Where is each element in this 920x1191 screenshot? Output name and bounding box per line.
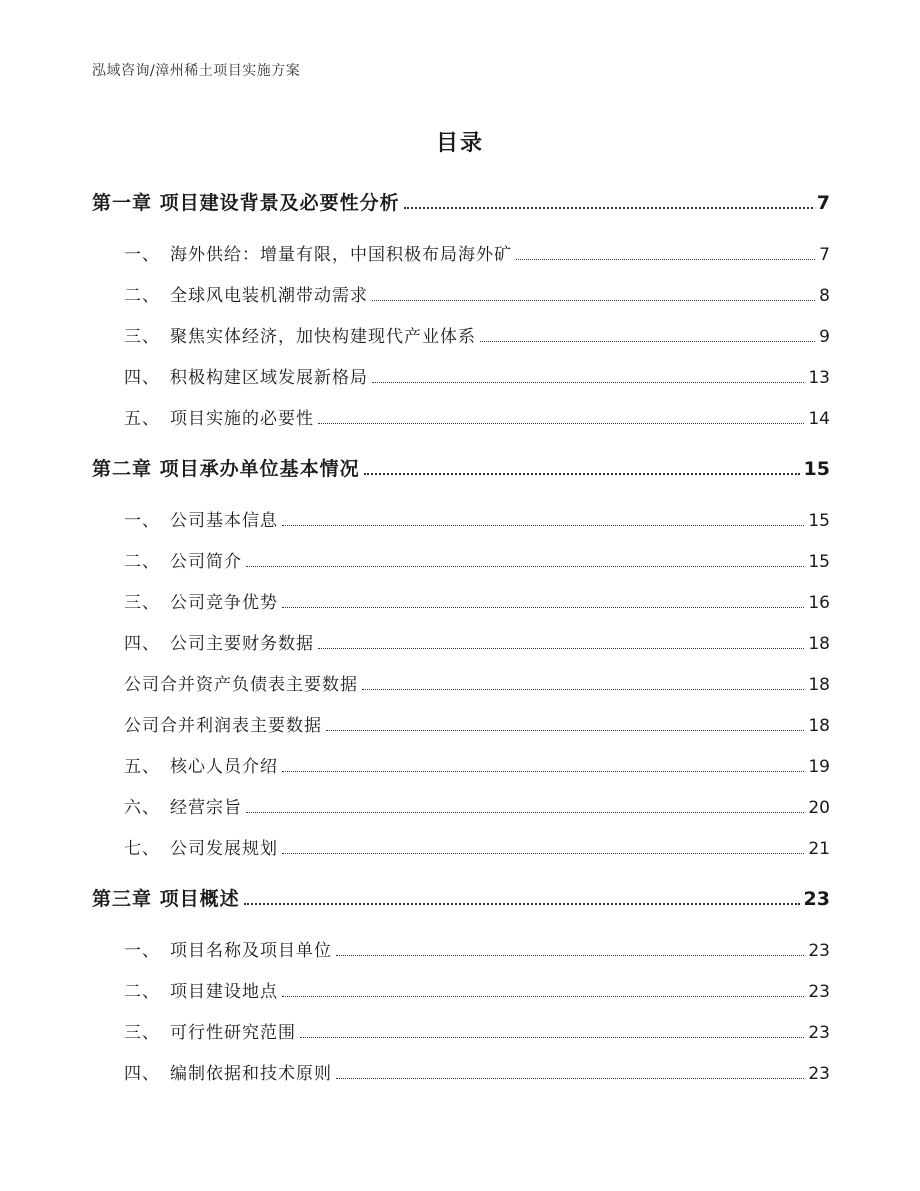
toc-page-number: 23 — [803, 888, 830, 910]
toc-section-number: 二、 — [124, 286, 160, 306]
toc-section-2-1[interactable] — [92, 506, 830, 531]
dot-leader — [282, 771, 804, 772]
toc-section-number: 五、 — [124, 409, 160, 429]
toc-section-label: 项目名称及项目单位 — [170, 941, 332, 961]
dot-leader — [336, 1078, 804, 1079]
toc-section-label: 公司基本信息 — [170, 511, 278, 531]
toc-section-number: 三、 — [124, 327, 160, 347]
toc-page-number: 18 — [808, 675, 830, 695]
toc-section-2-3[interactable] — [92, 588, 830, 613]
toc-section-number: 一、 — [124, 941, 160, 961]
dot-leader — [362, 689, 804, 690]
dot-leader — [516, 259, 815, 260]
toc-section-label: 全球风电装机潮带动需求 — [170, 286, 368, 306]
toc-title: 目录 — [435, 131, 484, 156]
toc-page-number: 21 — [808, 839, 830, 859]
toc-page-number: 9 — [819, 327, 830, 347]
toc-section-label: 经营宗旨 — [170, 798, 242, 818]
toc-section-number: 五、 — [124, 757, 160, 777]
toc-section-label: 积极构建区域发展新格局 — [170, 368, 368, 388]
toc-section-label: 项目实施的必要性 — [170, 409, 314, 429]
toc-section-number: 四、 — [124, 368, 160, 388]
dot-leader — [372, 300, 815, 301]
toc-page-number: 8 — [819, 286, 830, 306]
toc-page-number: 18 — [808, 634, 830, 654]
dot-leader — [480, 341, 815, 342]
toc-chapter-3[interactable] — [92, 884, 830, 911]
dot-leader — [318, 648, 804, 649]
toc-table-income-statement[interactable] — [92, 711, 830, 736]
toc-section-1-2[interactable] — [92, 281, 830, 306]
toc-section-number: 四、 — [124, 1064, 160, 1084]
dot-leader — [282, 525, 804, 526]
toc-section-number: 二、 — [124, 982, 160, 1002]
toc-page-number: 23 — [808, 982, 830, 1002]
toc-section-label: 公司合并资产负债表主要数据 — [124, 675, 358, 695]
toc-page-number: 19 — [808, 757, 830, 777]
toc-section-label: 项目建设地点 — [170, 982, 278, 1002]
toc-section-1-3[interactable] — [92, 322, 830, 347]
toc-page-number: 16 — [808, 593, 830, 613]
toc-section-label: 编制依据和技术原则 — [170, 1064, 332, 1084]
toc-page-number: 15 — [808, 511, 830, 531]
toc-page-number: 7 — [816, 192, 830, 214]
dot-leader — [372, 382, 804, 383]
dot-leader — [282, 996, 804, 997]
toc-section-number: 一、 — [124, 245, 160, 265]
dot-leader — [246, 566, 804, 567]
toc-section-3-1[interactable] — [92, 936, 830, 961]
toc-page-number: 15 — [808, 552, 830, 572]
toc-chapter-1[interactable] — [92, 188, 830, 215]
toc-section-number: 一、 — [124, 511, 160, 531]
toc-section-label: 公司简介 — [170, 552, 242, 572]
toc-section-label: 核心人员介绍 — [170, 757, 278, 777]
toc-chapter-label: 第三章 项目概述 — [92, 888, 240, 910]
toc-section-number: 四、 — [124, 634, 160, 654]
toc-section-2-6[interactable] — [92, 793, 830, 818]
toc-page-number: 23 — [808, 941, 830, 961]
toc-section-number: 三、 — [124, 593, 160, 613]
toc-section-3-2[interactable] — [92, 977, 830, 1002]
toc-table-balance-sheet[interactable] — [92, 670, 830, 695]
toc-section-3-3[interactable] — [92, 1018, 830, 1043]
toc-section-1-1[interactable] — [92, 240, 830, 265]
toc-section-1-5[interactable] — [92, 404, 830, 429]
dot-leader — [326, 730, 804, 731]
toc-chapter-label: 第二章 项目承办单位基本情况 — [92, 458, 360, 480]
toc-section-3-4[interactable] — [92, 1059, 830, 1084]
dot-leader — [336, 955, 804, 956]
toc-section-label: 公司主要财务数据 — [170, 634, 314, 654]
toc-section-number: 六、 — [124, 798, 160, 818]
toc-section-2-2[interactable] — [92, 547, 830, 572]
toc-section-label: 海外供给：增量有限，中国积极布局海外矿 — [170, 245, 512, 265]
toc-section-number: 七、 — [124, 839, 160, 859]
dot-leader — [282, 607, 804, 608]
dot-leader — [282, 853, 804, 854]
toc-page-number: 20 — [808, 798, 830, 818]
toc-page-number: 23 — [808, 1023, 830, 1043]
toc-section-number: 三、 — [124, 1023, 160, 1043]
toc-section-label: 可行性研究范围 — [170, 1023, 296, 1043]
toc-section-1-4[interactable] — [92, 363, 830, 388]
running-header: 泓域咨询/漳州稀土项目实施方案 — [92, 63, 301, 79]
toc-page-number: 23 — [808, 1064, 830, 1084]
toc-section-label: 公司合并利润表主要数据 — [124, 716, 322, 736]
toc-chapter-label: 第一章 项目建设背景及必要性分析 — [92, 192, 400, 214]
toc-page-number: 18 — [808, 716, 830, 736]
toc-page-number: 13 — [808, 368, 830, 388]
dot-leader — [246, 812, 804, 813]
toc-section-label: 公司竞争优势 — [170, 593, 278, 613]
dot-leader — [404, 207, 813, 209]
toc-section-2-7[interactable] — [92, 834, 830, 859]
dot-leader — [244, 903, 800, 905]
toc-chapter-2[interactable] — [92, 454, 830, 481]
dot-leader — [318, 423, 804, 424]
dot-leader — [300, 1037, 804, 1038]
toc-section-number: 二、 — [124, 552, 160, 572]
toc-section-2-5[interactable] — [92, 752, 830, 777]
toc-section-label: 公司发展规划 — [170, 839, 278, 859]
dot-leader — [364, 473, 800, 475]
toc-page-number: 14 — [808, 409, 830, 429]
toc-section-2-4[interactable] — [92, 629, 830, 654]
toc-page-number: 15 — [803, 458, 830, 480]
toc-section-label: 聚焦实体经济，加快构建现代产业体系 — [170, 327, 476, 347]
toc-page-number: 7 — [819, 245, 830, 265]
